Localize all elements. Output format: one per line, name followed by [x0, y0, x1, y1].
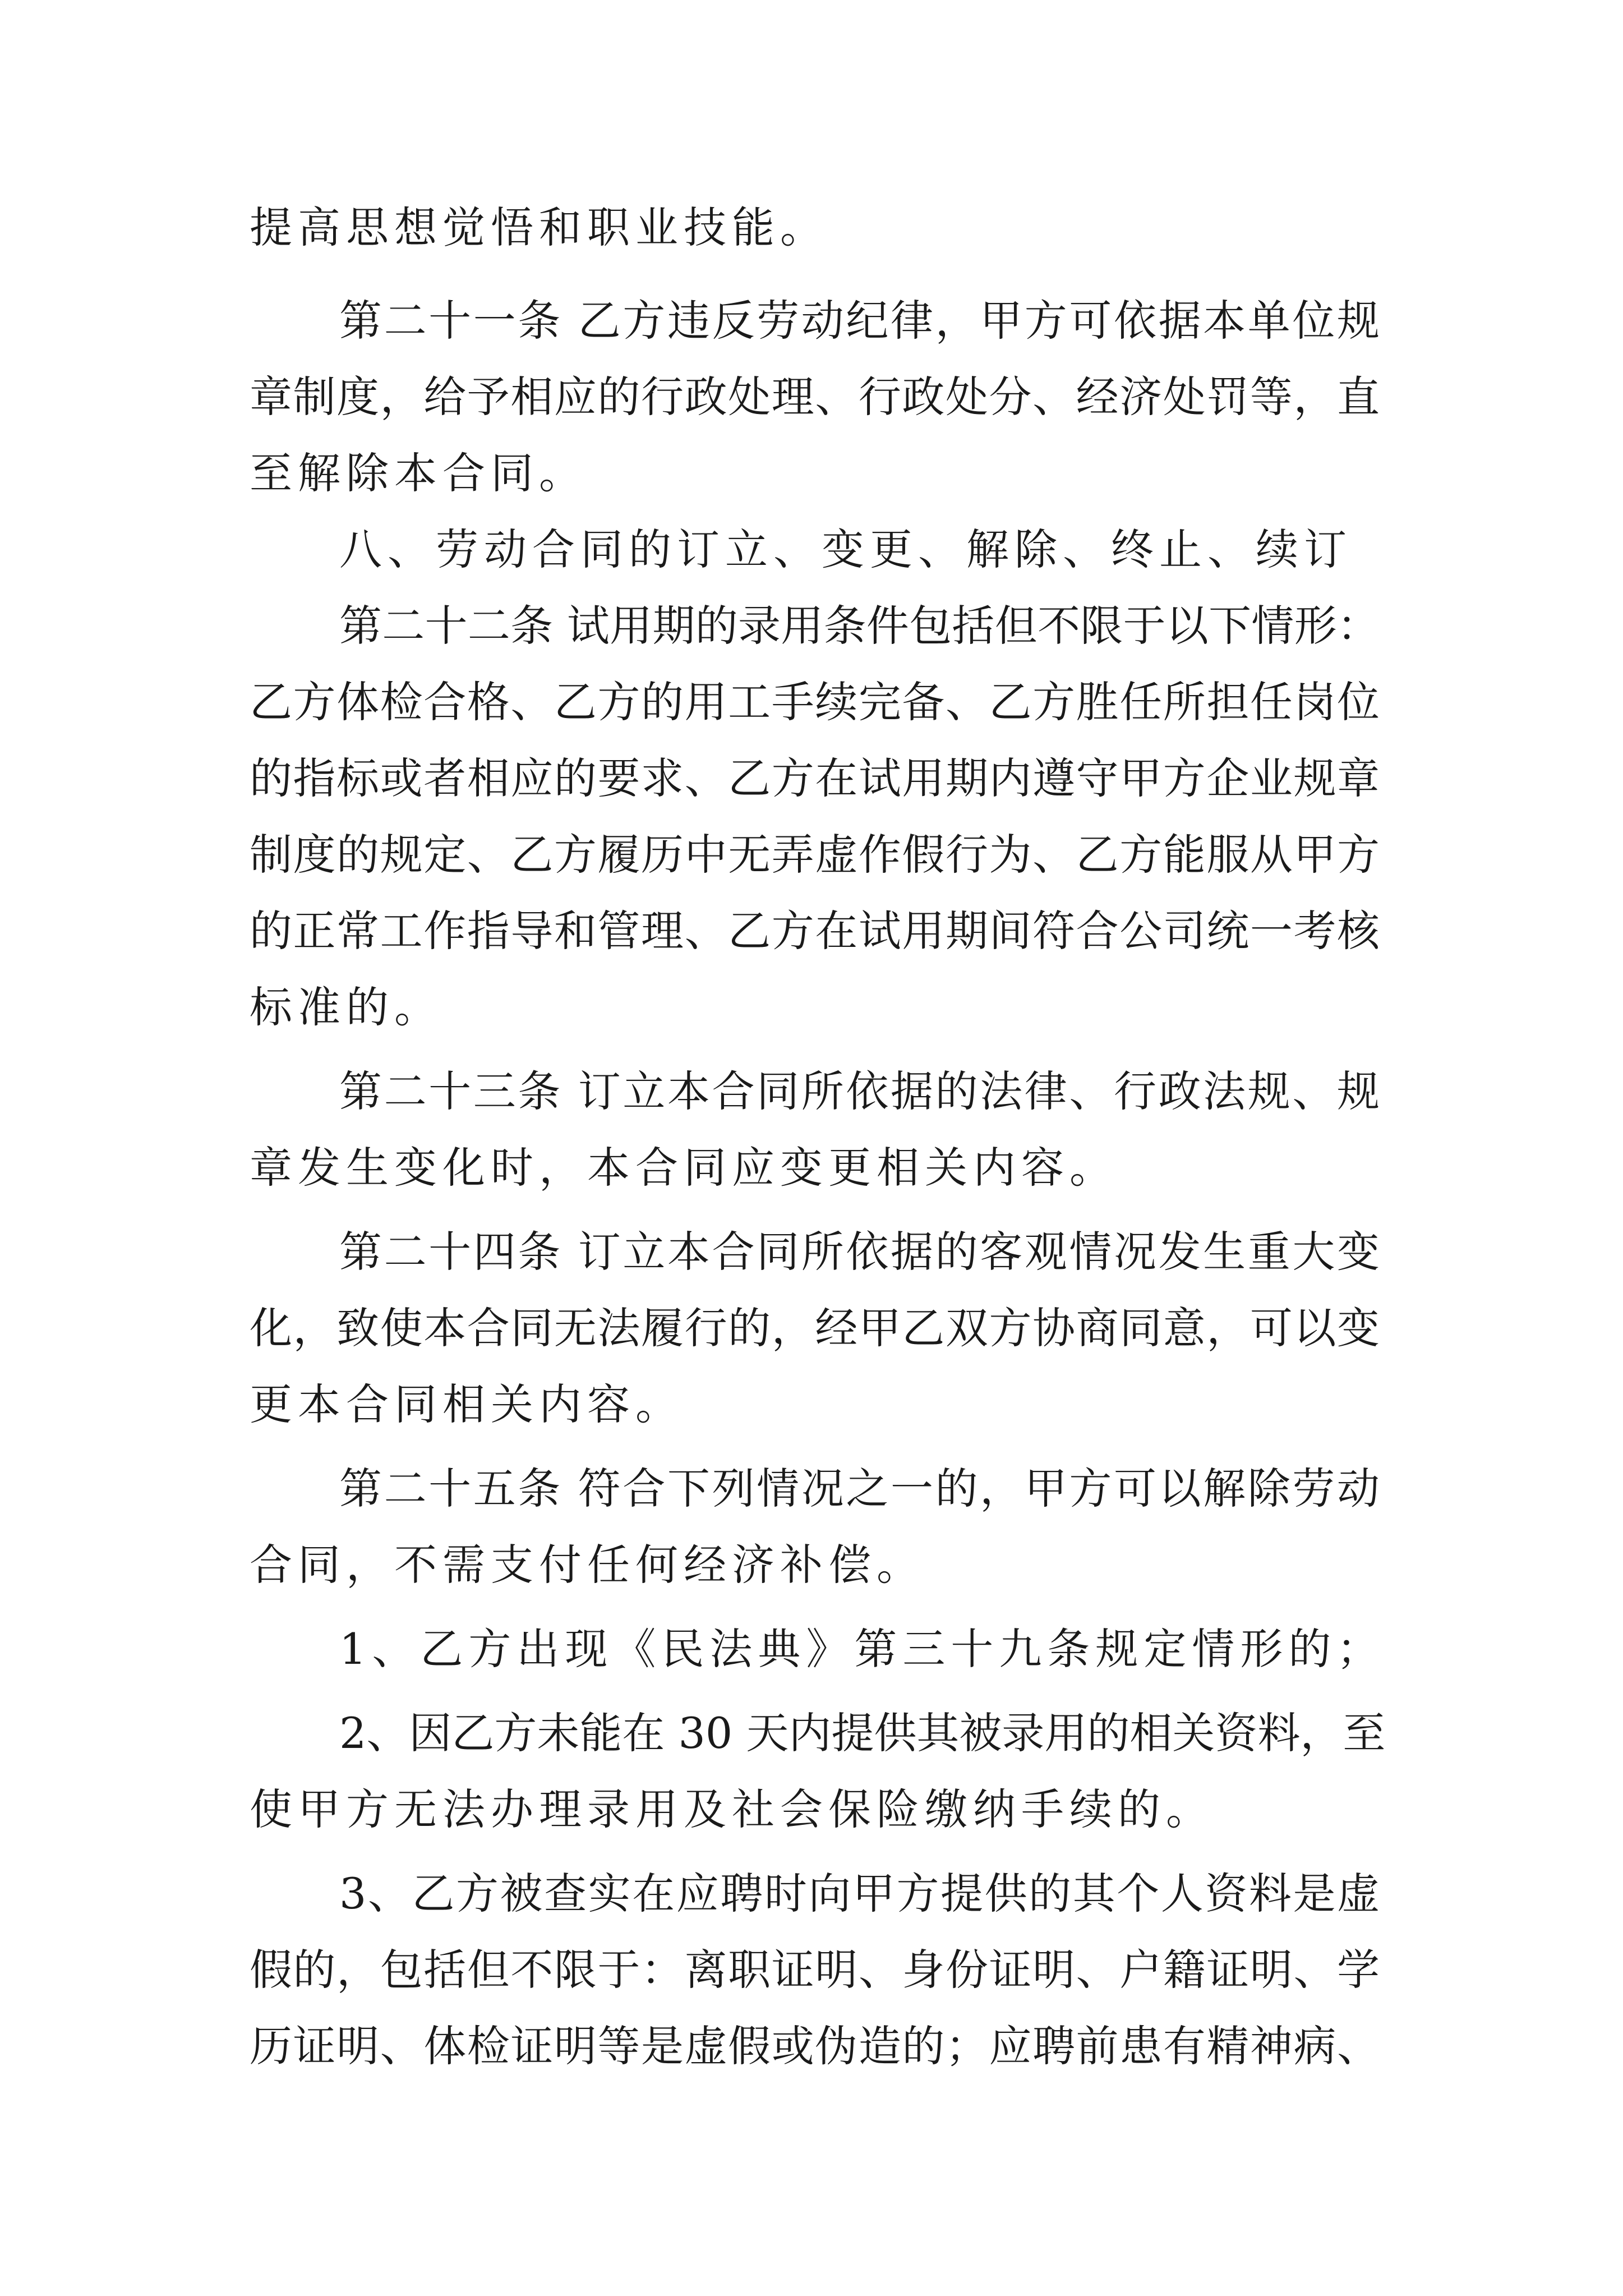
text-line: 制度的规定、乙方履历中无弄虚作假行为、乙方能服从甲方 — [250, 830, 1380, 880]
text-line: 至解除本合同。 — [250, 448, 587, 498]
list-item: 2、因乙方未能在 30 天内提供其被录用的相关资料，至 — [339, 1708, 1386, 1758]
text-line: 第二十五条 符合下列情况之一的，甲方可以解除劳动 — [339, 1464, 1380, 1513]
text-line: 使甲方无法办理录用及社会保险缴纳手续的。 — [250, 1784, 1214, 1834]
text-line: 第二十三条 订立本合同所依据的法律、行政法规、规 — [339, 1066, 1380, 1116]
section-heading: 八、劳动合同的订立、变更、解除、终止、续订 — [339, 524, 1352, 574]
text-line: 更本合同相关内容。 — [250, 1379, 684, 1429]
text-line: 乙方体检合格、乙方的用工手续完备、乙方胜任所担任岗位 — [250, 677, 1380, 727]
text-line: 第二十二条 试用期的录用条件包括但不限于以下情形： — [339, 601, 1380, 651]
text-line: 第二十一条 乙方违反劳动纪律，甲方可依据本单位规 — [339, 296, 1380, 346]
list-item: 1、乙方出现《民法典》第三十九条规定情形的； — [339, 1624, 1385, 1674]
text-line: 历证明、体检证明等是虚假或伪造的；应聘前患有精神病、 — [250, 2021, 1380, 2071]
text-line: 化，致使本合同无法履行的，经甲乙双方协商同意，可以变 — [250, 1303, 1380, 1353]
text-line: 的正常工作指导和管理、乙方在试用期间符合公司统一考核 — [250, 906, 1380, 956]
text-line: 章发生变化时，本合同应变更相关内容。 — [250, 1143, 1118, 1193]
text-line: 章制度，给予相应的行政处理、行政处分、经济处罚等，直 — [250, 372, 1380, 422]
list-item: 3、乙方被查实在应聘时向甲方提供的其个人资料是虚 — [339, 1869, 1380, 1918]
text-line: 合同，不需支付任何经济补偿。 — [250, 1540, 925, 1590]
text-line: 标准的。 — [250, 982, 442, 1032]
text-line: 的指标或者相应的要求、乙方在试用期内遵守甲方企业规章 — [250, 753, 1380, 803]
text-line: 第二十四条 订立本合同所依据的客观情况发生重大变 — [339, 1227, 1380, 1277]
text-line: 假的，包括但不限于：离职证明、身份证明、户籍证明、学 — [250, 1945, 1380, 1995]
text-line: 提高思想觉悟和职业技能。 — [250, 203, 828, 252]
